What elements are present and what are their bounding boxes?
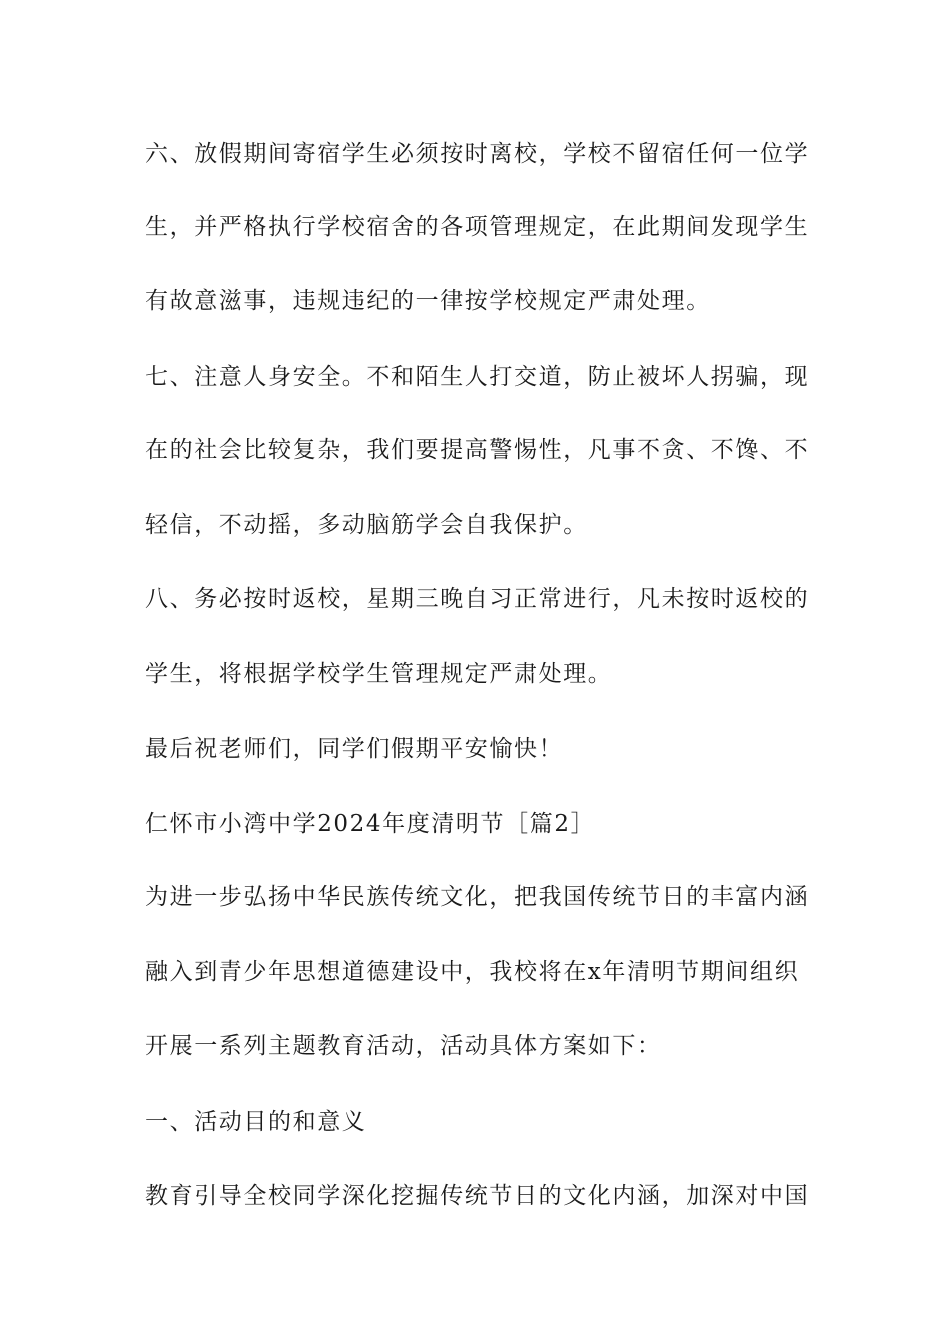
text-line: 在的社会比较复杂，我们要提高警惕性，凡事不贪、不馋、不	[145, 437, 810, 463]
text-line: 七、注意人身安全。不和陌生人打交道，防止被坏人拐骗，现	[145, 364, 810, 390]
text-line: 融入到青少年思想道德建设中，我校将在x年清明节期间组织	[145, 959, 800, 985]
subsection-heading: 一、活动目的和意义	[145, 1109, 367, 1135]
text-line: 为进一步弘扬中华民族传统文化，把我国传统节日的丰富内涵	[145, 884, 810, 910]
section-heading: 仁怀市小湾中学2024年度清明节［篇2］	[145, 811, 596, 837]
text-line: 学生，将根据学校学生管理规定严肃处理。	[145, 661, 613, 687]
text-line: 有故意滋事，违规违纪的一律按学校规定严肃处理。	[145, 288, 711, 314]
text-line: 最后祝老师们，同学们假期平安愉快！	[145, 736, 564, 762]
text-line: 八、务必按时返校，星期三晚自习正常进行，凡未按时返校的	[145, 586, 810, 612]
text-line: 轻信，不动摇，多动脑筋学会自我保护。	[145, 512, 588, 538]
text-line: 六、放假期间寄宿学生必须按时离校，学校不留宿任何一位学	[145, 141, 810, 167]
text-line: 生，并严格执行学校宿舍的各项管理规定，在此期间发现学生	[145, 214, 810, 240]
text-line: 开展一系列主题教育活动，活动具体方案如下：	[145, 1033, 662, 1059]
text-line: 教育引导全校同学深化挖掘传统节日的文化内涵，加深对中国	[145, 1183, 810, 1209]
